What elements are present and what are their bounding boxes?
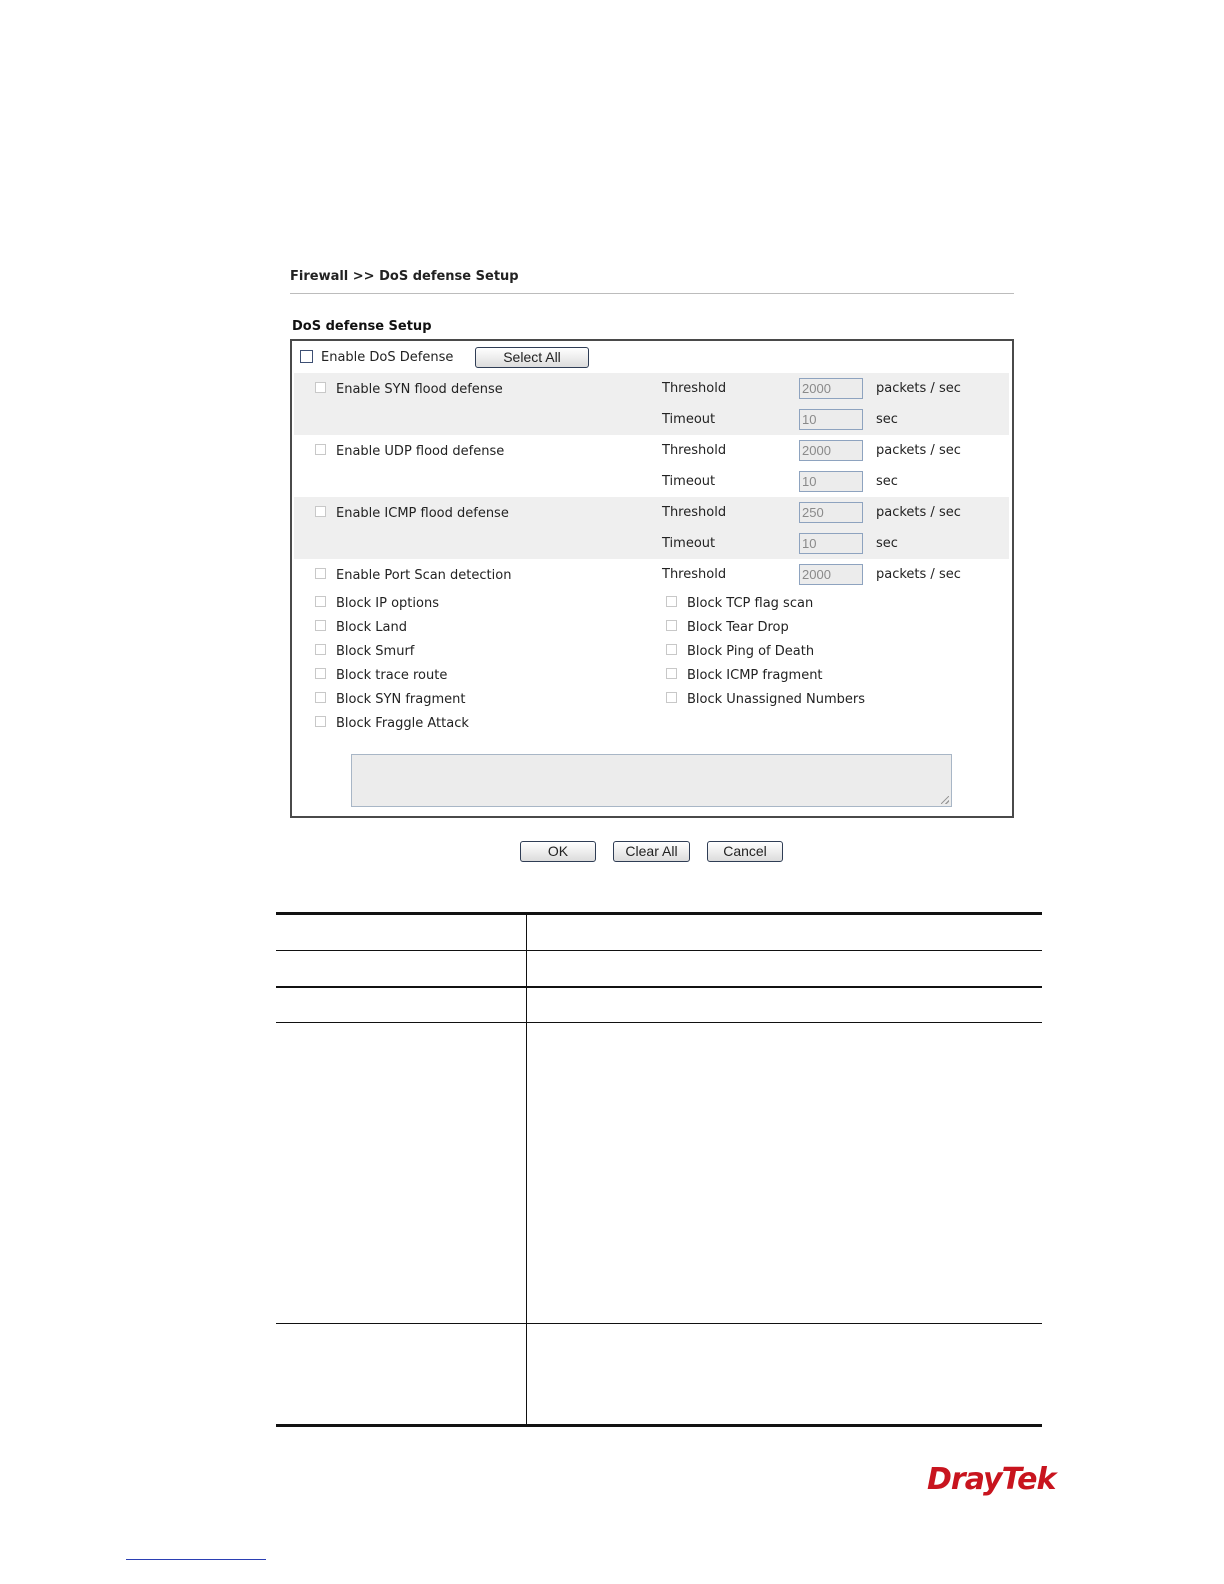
syn-timeout-label: Timeout: [662, 412, 716, 427]
port-scan-checkbox[interactable]: [315, 568, 326, 579]
cancel-button[interactable]: Cancel: [707, 841, 783, 862]
port-scan-threshold-input[interactable]: 2000: [799, 564, 863, 585]
block-ip-options-label: Block IP options: [336, 596, 439, 611]
block-fraggle-label: Block Fraggle Attack: [336, 716, 469, 731]
select-all-button[interactable]: Select All: [475, 347, 589, 368]
ok-button[interactable]: OK: [520, 841, 596, 862]
resize-grip-icon[interactable]: [941, 796, 949, 804]
table-row-divider: [276, 1323, 1042, 1324]
block-trace-route-label: Block trace route: [336, 668, 448, 683]
table-bottom-rule: [276, 1424, 1042, 1427]
draytek-logo: DrayTek: [927, 1462, 1056, 1497]
block-syn-fragment-label: Block SYN fragment: [336, 692, 466, 707]
udp-timeout-label: Timeout: [662, 474, 716, 489]
table-row-divider: [276, 1022, 1042, 1023]
block-icmp-fragment-label: Block ICMP fragment: [687, 668, 823, 683]
breadcrumb: Firewall >> DoS defense Setup: [290, 269, 519, 284]
syn-timeout-input[interactable]: 10: [799, 409, 863, 430]
block-tear-drop-label: Block Tear Drop: [687, 620, 789, 635]
notes-textarea[interactable]: [351, 754, 952, 807]
syn-threshold-unit: packets / sec: [876, 381, 961, 396]
block-tcp-flag-scan-label: Block TCP flag scan: [687, 596, 814, 611]
breadcrumb-divider: [290, 293, 1014, 294]
udp-threshold-input[interactable]: 2000: [799, 440, 863, 461]
block-unassigned-numbers-checkbox[interactable]: [666, 692, 677, 703]
block-land-checkbox[interactable]: [315, 620, 326, 631]
enable-dos-checkbox[interactable]: [300, 350, 313, 363]
udp-timeout-input[interactable]: 10: [799, 471, 863, 492]
block-smurf-label: Block Smurf: [336, 644, 415, 659]
udp-timeout-unit: sec: [876, 474, 898, 489]
block-icmp-fragment-checkbox[interactable]: [666, 668, 677, 679]
icmp-flood-checkbox[interactable]: [315, 506, 326, 517]
syn-threshold-input[interactable]: 2000: [799, 378, 863, 399]
table-row-divider: [276, 950, 1042, 951]
icmp-flood-label: Enable ICMP flood defense: [336, 506, 509, 521]
table-top-rule: [276, 912, 1042, 915]
footer-link-underline: [126, 1559, 266, 1560]
udp-flood-checkbox[interactable]: [315, 444, 326, 455]
icmp-threshold-unit: packets / sec: [876, 505, 961, 520]
enable-dos-label: Enable DoS Defense: [321, 350, 454, 365]
udp-threshold-unit: packets / sec: [876, 443, 961, 458]
block-fraggle-checkbox[interactable]: [315, 716, 326, 727]
clear-all-button[interactable]: Clear All: [613, 841, 690, 862]
udp-threshold-label: Threshold: [662, 443, 727, 458]
table-row-divider: [276, 986, 1042, 988]
icmp-timeout-input[interactable]: 10: [799, 533, 863, 554]
block-syn-fragment-checkbox[interactable]: [315, 692, 326, 703]
table-column-divider: [526, 914, 527, 1425]
block-land-label: Block Land: [336, 620, 407, 635]
block-tear-drop-checkbox[interactable]: [666, 620, 677, 631]
icmp-timeout-unit: sec: [876, 536, 898, 551]
syn-flood-label: Enable SYN flood defense: [336, 382, 503, 397]
block-tcp-flag-scan-checkbox[interactable]: [666, 596, 677, 607]
block-ping-of-death-label: Block Ping of Death: [687, 644, 815, 659]
icmp-timeout-label: Timeout: [662, 536, 716, 551]
block-ip-options-checkbox[interactable]: [315, 596, 326, 607]
icmp-threshold-label: Threshold: [662, 505, 727, 520]
syn-timeout-unit: sec: [876, 412, 898, 427]
udp-flood-label: Enable UDP flood defense: [336, 444, 505, 459]
block-ping-of-death-checkbox[interactable]: [666, 644, 677, 655]
block-unassigned-numbers-label: Block Unassigned Numbers: [687, 692, 866, 707]
syn-flood-checkbox[interactable]: [315, 382, 326, 393]
block-trace-route-checkbox[interactable]: [315, 668, 326, 679]
block-smurf-checkbox[interactable]: [315, 644, 326, 655]
syn-threshold-label: Threshold: [662, 381, 727, 396]
icmp-threshold-input[interactable]: 250: [799, 502, 863, 523]
section-title: DoS defense Setup: [292, 319, 432, 334]
port-scan-threshold-label: Threshold: [662, 567, 727, 582]
port-scan-threshold-unit: packets / sec: [876, 567, 961, 582]
port-scan-label: Enable Port Scan detection: [336, 568, 512, 583]
